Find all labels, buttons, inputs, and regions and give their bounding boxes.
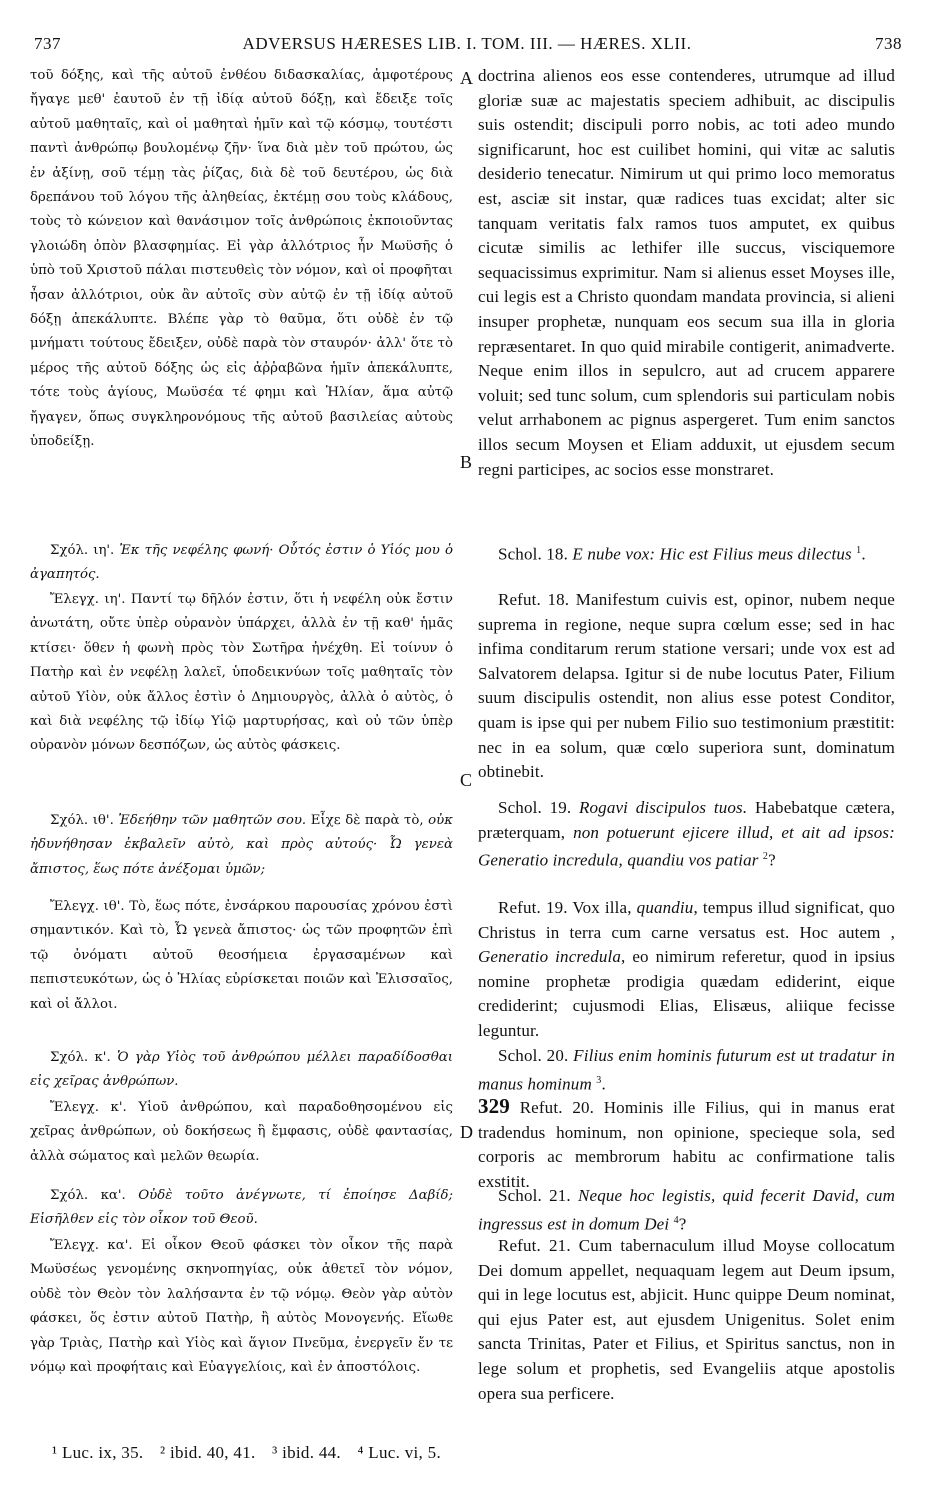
greek-refutation-18: Ἔλεγχ. ιη'. Παντί τῳ δῆλόν ἐστιν, ὅτι ἡ νεφέλη οὐκ ἔστιν ἀνωτάτη, οὔτε ὑπὲρ οὐρανὸν ὑπάρχει, ἀλλὰ ἐν τῇ καθ' ἡμᾶς κτίσει· ὅθεν ἡ φωνὴ πρὸς τὸν Σωτῆρα ἠνέχθη. Εἰ τοίνυν ὁ Πατὴρ καὶ ἐν νεφέλῃ λαλεῖ, ὑποδεικνύων τοῖς μαθηταῖς τὸν αὐτοῦ Υἱὸν, οὐκ ἄλλος ἐστὶν ὁ Δημιουργὸς, ἀλλὰ ὁ αὐτὸς, ὁ καὶ διὰ νεφέλης τῷ ἰδίῳ Υἱῷ μαρτυρήσας, καὶ οὐ τῶν ὑπὲρ οὐρανὸν μόνων δεσπόζων, ὡς αὐτὸς φάσκεις. xyxy=(30,592,453,754)
latin-scholion-20: Schol. 20. Filius enim hominis futurum est ut tradatur in manus hominum $^3$. xyxy=(478,1046,895,1094)
greek-refutation-21: Ἔλεγχ. κα'. Εἰ οἶκον Θεοῦ φάσκει τὸν οἶκον τῆς παρὰ Μωϋσέως γενομένης σκηνοπηγίας, οὐκ ἀθετεῖ τὸν νόμον, οὐδὲ τὸν Θεὸν τὸν λαλήσαντα ἐν τῷ νόμῳ. Θεὸν γὰρ αὐτὸν φάσκει, ὅς ἐστιν αὐτοῦ Πατὴρ, ἢ αὐτὸς Μονογενής. Εἴωθε γὰρ Τριὰς, Πατὴρ καὶ Υἱὸς καὶ ἅγιον Πνεῦμα, ἐνεργεῖν ἔν τε νόμῳ καὶ προφήταις καὶ Εὐαγγελίοις, καὶ ἐν ἀποστόλοις. xyxy=(30,1238,453,1376)
greek-scholion-20: Σχόλ. κ'. Ὁ γὰρ Υἱὸς τοῦ ἀνθρώπου μέλλει παραδίδοσθαι εἰς χεῖρας ἀνθρώπων. xyxy=(30,1050,453,1090)
latin-scholion-19: Schol. 19. Rogavi discipulos tuos. Habebatque cætera, præterquam, non potuerunt ejicere illud, et ait ad ipsos: Generatio incredula, quandiu vos patiar $^2$? xyxy=(478,798,895,870)
margin-marker-d: D xyxy=(460,1122,473,1142)
running-header xyxy=(32,28,902,58)
latin-paragraph-1: doctrina alienos eos esse contenderes, utrumque ad illud gloriæ suæ ac majestatis speciem adhibuit, ac discipulis suis ostendit; discipuli porro nobis, ac toti adeo mundo significarunt, hoc est cuilibet homini, qui vitæ ac salutis desiderio tenecatur. Nimirum ut qui primo loco memoratus est, asciæ sit instar, quæ radices tuas excidat; alter sic tanquam veritatis falx ramos tuos amputet, ex quibus cicutæ similis ac lethifer ille succus, visciquemore sequacissimus exprimitur. Nam si alienus esset Moyses ille, cui legis est a Christo quondam mandata provincia, si alieni insuper prophetæ, nunquam eos secum sua illa in gloria repræsentaret. In quo quid mirabile contigerit, animadverte. Neque enim illos in sepulcro, aut ad crucem apparere voluit; sed tunc solum, cum splendoris sui particulam nobis velut arrhabonem ac pignus aspergeret. Tum enim sanctos illos secum Moysen et Eliam adduxit, ut ejusdem secum regni participes, ac socios esse monstraret. xyxy=(478,66,895,479)
footnote: ¹ Luc. ix, 35. xyxy=(52,1443,144,1462)
latin-refutation-19: Refut. 19. Vox illa, quandiu, tempus illud significat, quo Christus in terra cum carne versatus est. Hoc autem , Generatio incredula, eo nimirum referetur, quod in ipsius nomine prophetæ prodigia quædam ediderint, eique crediderint; cujusmodi Elias, Elisæus, aliique fecisse leguntur. xyxy=(478,898,895,1040)
footnote: ³ ibid. 44. xyxy=(272,1443,341,1462)
latin-refutation-20: 329 Refut. 20. Hominis ille Filius, qui in manus erat tradendus hominum, non opinione, specieque sola, sed corporis ac membrorum habitu ac confirmatione talis exstitit. xyxy=(478,1094,895,1191)
footnote: ⁴ Luc. vi, 5. xyxy=(357,1443,442,1462)
page-number-left: 737 xyxy=(34,34,61,53)
greek-scholion-18: Σχόλ. ιη'. Ἐκ τῆς νεφέλης φωνή· Οὗτός ἐστιν ὁ Υἱός μου ὁ ἀγαπητός. xyxy=(30,543,453,583)
greek-paragraph-1: τοῦ δόξης, καὶ τῆς αὐτοῦ ἐνθέου διδασκαλίας, ἀμφοτέρους ἤγαγε μεθ' ἑαυτοῦ ἐν τῇ ἰδίᾳ αὐτοῦ δόξῃ, καὶ ἔδειξε τοῖς αὐτοῦ μαθηταῖς, καὶ οἱ μαθηταὶ ἡμῖν καὶ τῷ κόσμῳ, τουτέστι παντὶ ἀνθρώπῳ βουλομένῳ ζῆν· ἵνα διὰ μὲν τοῦ πρώτου, ὡς ἐν ἀξίνῃ, σοῦ τέμῃ τὰς ῥίζας, διὰ δὲ τοῦ δευτέρου, ὡς διὰ δρεπάνου τοῦ λόγου τῆς ἀληθείας, ἐκτέμῃ σου τοὺς κλάδους, τοὺς τὸ κώνειον καὶ θανάσιμον τοῖς ἀνθρώποις ἐκποιοῦντας γλοιώδη ὀπὸν βλασφημίας. Εἰ γὰρ ἀλλότριος ἦν Μωϋσῆς ὁ ὑπὸ τοῦ Χριστοῦ πάλαι πιστευθεὶς τὸν νόμον, καὶ οἱ προφῆται ἦσαν ἀλλότριοι, οὐκ ἂν αὐτοῖς σὺν αὐτῷ ἐν τῇ ἰδίᾳ αὐτοῦ δόξῃ ἀπεκάλυπτε. Βλέπε γὰρ τὸ θαῦμα, ὅτι οὐδὲ ἐν τῷ μνήματι τούτους ἔδειξεν, οὐδὲ παρὰ τὸν σταυρόν· ἀλλ' ὅτε τὸ μέρος τῆς αὐτοῦ δόξης ὡς εἰς ἀῤῥαβῶνα ἡμῖν ἀπεκάλυπτε, τότε τοὺς ἁγίους, Μωϋσέα τέ φημι καὶ Ἠλίαν, ἅμα αὐτῷ ἤγαγεν, ὅπως συγκληρονόμους τῆς αὐτοῦ βασιλείας αὐτοὺς ὑποδείξῃ. xyxy=(30,68,453,450)
footnotes xyxy=(52,1443,453,1463)
margin-marker-c: C xyxy=(460,770,473,790)
volume-column-number: 329 xyxy=(478,1094,510,1118)
footnote: ² ibid. 40, 41. xyxy=(160,1443,256,1462)
running-title: ADVERSUS HÆRESES LIB. I. TOM. III. — HÆRES. XLII. xyxy=(242,34,692,53)
latin-refutation-18: Refut. 18. Manifestum cuivis est, opinor, nubem neque suprema in regione, neque supra cœlum esse; sed in hac infima conditarum rerum statione versari; unde vox est ad Salvatorem delapsa. Igitur si de nube locutus Pater, Filium suum discipulis ostendit, non alius esse potest Conditor, quam is ipse qui per nubem Filio suo testimonium præstitit: nec in ea solum, quæ cœlo superiora sunt, dominatum obtinebit. xyxy=(478,590,895,782)
margin-marker-a: A xyxy=(460,68,473,88)
latin-scholion-21: Schol. 21. Neque hoc legistis, quid fecerit David, cum ingressus est in domum Dei $^4$? xyxy=(478,1186,895,1234)
greek-refutation-20: Ἔλεγχ. κ'. Υἱοῦ ἀνθρώπου, καὶ παραδοθησομένου εἰς χεῖρας ἀνθρώπων, οὐ δοκήσεως ἢ ἔμφασις, οὐδὲ φαντασίας, ἀλλὰ σώματος καὶ μελῶν θεωρία. xyxy=(30,1100,453,1164)
latin-refutation-21: Refut. 21. Cum tabernaculum illud Moyse collocatum Dei domum appellet, nequaquam legem aut Deum ipsum, qui in lege locutus est, abjicit. Hunc quippe Deum nominat, qui ejus Pater est, aut ejusdem Unigenitus. Solet enim sancta Trinitas, Pater et Filius, et Spiritus sanctus, non in lege solum et prophetis, sed Evangeliis atque apostolis opera sua perficere. xyxy=(478,1236,895,1403)
latin-scholion-18: Schol. 18. E nube vox: Hic est Filius meus dilectus $^1$. xyxy=(498,544,866,564)
margin-marker-b: B xyxy=(460,452,473,472)
greek-refutation-19: Ἔλεγχ. ιθ'. Τὸ, ἕως πότε, ἐνσάρκου παρουσίας χρόνου ἐστὶ σημαντικόν. Καὶ τὸ, Ὦ γενεὰ ἄπιστος· ὡς τῶν προφητῶν ἐπὶ τῷ ὀνόματι αὐτοῦ θεοσήμεια ἐργασαμένων καὶ πεπιστευκότων, ὡς ὁ Ἠλίας εὑρίσκεται ποιῶν καὶ Ἐλισσαῖος, καὶ οἱ ἄλλοι. xyxy=(30,899,453,1012)
page-number-right: 738 xyxy=(875,34,902,53)
greek-scholion-21: Σχόλ. κα'. Οὐδὲ τοῦτο ἀνέγνωτε, τί ἐποίησε Δαβίδ; Εἰσῆλθεν εἰς τὸν οἶκον τοῦ Θεοῦ. xyxy=(30,1188,453,1228)
greek-scholion-19: Σχόλ. ιθ'. Ἐδεήθην τῶν μαθητῶν σου. Εἶχε δὲ παρὰ τὸ, οὐκ ἠδυνήθησαν ἐκβαλεῖν αὐτὸ, καὶ πρὸς αὐτούς· Ὦ γενεὰ ἄπιστος, ἕως πότε ἀνέξομαι ὑμῶν; xyxy=(30,813,453,877)
